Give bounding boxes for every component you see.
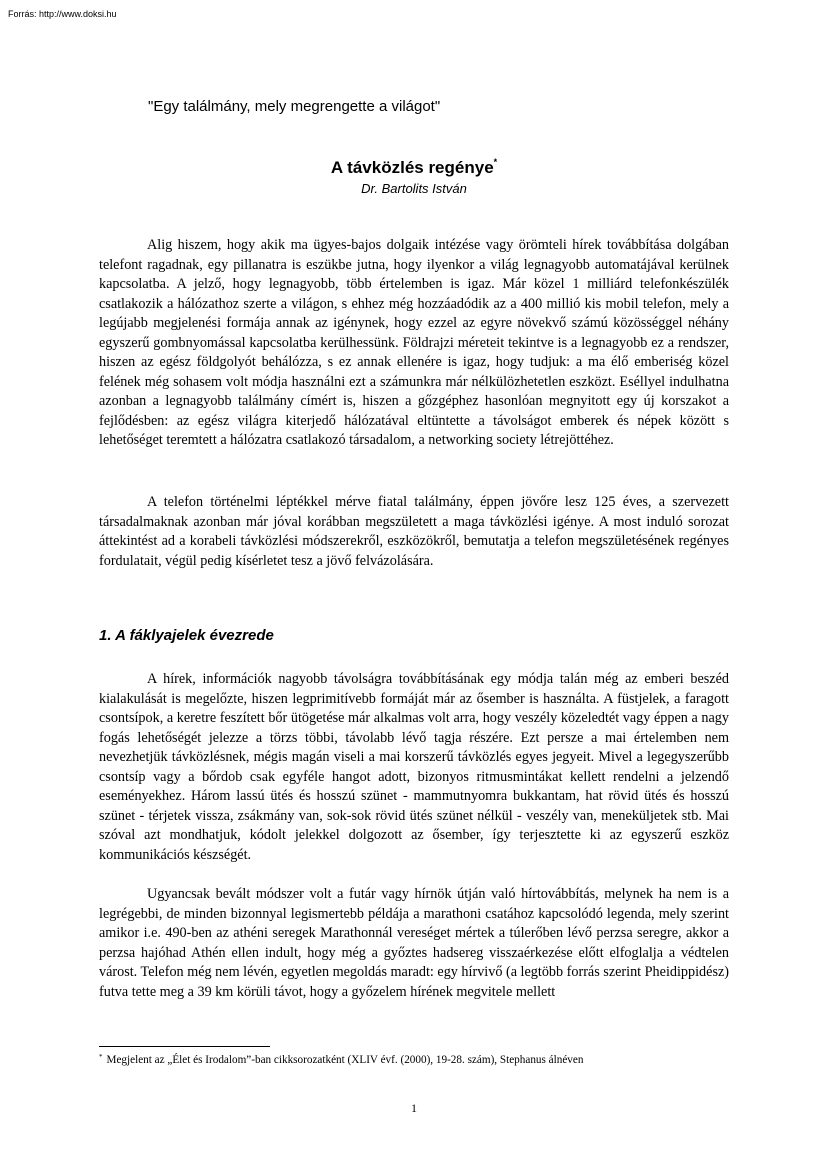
article-title-text: A távközlés regénye xyxy=(330,158,494,177)
footnote-divider xyxy=(99,1046,270,1047)
epigraph-quote: "Egy találmány, mely megrengette a világot" xyxy=(148,98,441,115)
section-heading: 1. A fáklyajelek évezrede xyxy=(99,627,274,644)
title-footnote-mark: * xyxy=(493,157,498,167)
body-paragraph: A telefon történelmi léptékkel mérve fiatal találmány, éppen jövőre lesz 125 éves, a szervezett társadalmaknak azonban már jóval korábban megszületett a maga távközlési igénye. A most induló sorozat áttekintést ad a korabeli távközlési módszerekről, eszközökről, bemutatja a telefon megszületésének regényes fordulatait, végül pedig kísérletet tesz a jövő felvázolására. xyxy=(99,494,729,569)
footnote-mark: * xyxy=(99,1053,103,1061)
author-name: Dr. Bartolits István xyxy=(361,181,467,196)
page-number: 1 xyxy=(411,1101,417,1115)
footnote-text: Megjelent az „Élet és Irodalom”-ban cikksorozatként (XLIV évf. (2000), 19-28. szám), Stephanus álnéven xyxy=(106,1054,584,1066)
body-paragraph: Alig hiszem, hogy akik ma ügyes-bajos dolgaik intézése vagy örömteli hírek továbbítása dolgában telefont ragadnak, egy pillanatra is eszükbe jutna, hogy ilyenkor a világ legnagyobb automatájával kerülnek kapcsolatba. A jelző, hogy legnagyobb, több értelemben is igaz. Már közel 1 milliárd telefonkészülék csatlakozik a hálózathoz szerte a világon, s ehhez még hozzáadódik az a 400 millió kis mobil telefon, mely a legújabb megjelenési formája annak az igénynek, hogy ezzel az egyre növekvő számú közösséggel néhány egyszerű gombnyomással kapcsolatba kerülhessünk. Földrajzi méreteit tekintve is a legnagyobb ez a rendszer, hiszen az egész földgolyót behálózza, s ez annak ellenére is igaz, hogy tudjuk: a ma élő emberiség közel felének még sohasem volt módja használni ezt a számunkra már nélkülözhetetlen eszközt. Eséllyel indulhatna azonban a legnagyobb találmány címért is, hiszen a gőzgéphez hasonlóan megnyitott egy új korszakot a fejlődésben: az egész világra kiterjedő hálózatával eltüntette a távolságot emberek és népek között s lehetőséget teremtett a hálózatra csatlakozó társadalom, a networking society létrejöttéhez. xyxy=(99,237,729,449)
body-paragraph: Ugyancsak bevált módszer volt a futár vagy hírnök útján való hírtovábbítás, melynek ha nem is a legrégebbi, de minden bizonnyal legismertebb példája a marathoni csatához kapcsolódó legenda, mely szerint amikor i.e. 490-ben az athéni seregek Marathonnál vereséget mértek a túlerőben lévő perzsa seregre, akkor a perzsa hajóhad Athén ellen indult, hogy még a győztes hadsereg visszaérkezése előtt elfoglalja a védtelen várost. Telefon még nem lévén, egyetlen megoldás maradt: egy hírvivő (a legtöbb forrás szerint Pheidippidész) futva tette meg a 39 km körüli távot, hogy a győzelem hírének megvitele mellett xyxy=(99,886,729,1000)
source-label: Forrás: http://www.doksi.hu xyxy=(8,9,117,19)
article-title xyxy=(99,158,729,178)
body-paragraph: A hírek, információk nagyobb távolságra továbbításának egy módja talán még az emberi beszéd kialakulását is megelőzte, hiszen legprimitívebb formáját már az ősember is használta. A füstjelek, a faragott csontsípok, a keretre feszített bőr ütögetése már alkalmas volt arra, hogy veszély közeledtét vagy éppen a nagy fogás lehetőségét jelezze a törzs többi, távolabb lévő tagja részére. Ezt persze a mai értelemben nem nevezhetjük távközlésnek, mégis magán viseli a mai korszerű távközlés egyes jegyeit. Mivel a legegyszerűbb csontsíp vagy a bőrdob csak egyféle hangot adott, bizonyos ritmusmintákat kellett rendelni a jelzendő eseményekhez. Három lassú ütés és hosszú szünet - mammutnyomra bukkantam, hat rövid ütés és hosszú szünet - térjetek vissza, zsákmány van, sok-sok rövid ütés szünet nélkül - veszély van, meneküljetek stb. Mai szóval azt mondhatjuk, kódolt jelekkel dolgozott az ősember, így terjesztette ki az egyszerű eszköz kommunikációs készségét. xyxy=(99,671,729,863)
footnote xyxy=(99,1053,583,1067)
